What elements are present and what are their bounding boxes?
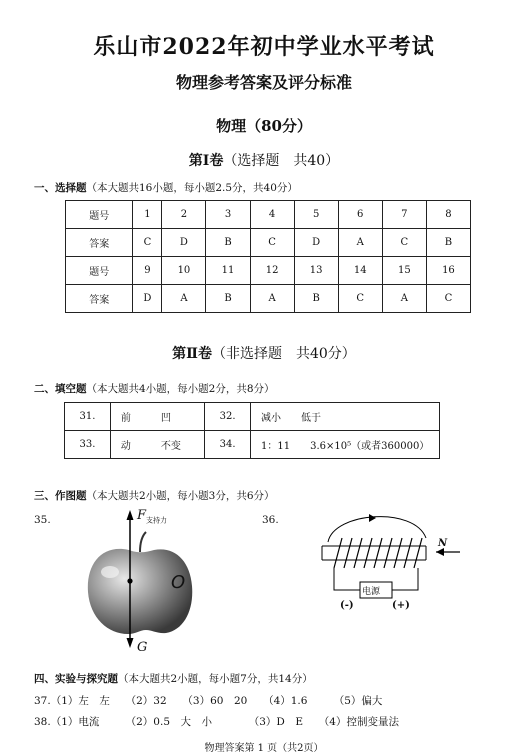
table-cell: 答案 xyxy=(66,285,133,313)
table-cell: 答案 xyxy=(66,229,133,257)
table-cell: 动 不变 xyxy=(110,431,204,459)
gravity-label: G xyxy=(137,640,148,655)
coil-turns xyxy=(334,538,422,568)
table-row xyxy=(66,257,471,285)
table-cell: 4 xyxy=(250,201,294,229)
negative-terminal-label: (-) xyxy=(340,600,354,611)
positive-terminal-label: (+) xyxy=(392,600,410,611)
table-cell: 10 xyxy=(162,257,206,285)
section-1-heading xyxy=(34,180,298,195)
question-35-label: 35. xyxy=(34,514,51,526)
choice-answer-table xyxy=(65,200,471,313)
apple-stem xyxy=(140,532,146,552)
table-cell: 11 xyxy=(206,257,250,285)
table-cell: C xyxy=(133,229,162,257)
table-cell: B xyxy=(206,229,250,257)
section-1-note: （本大题共16小题，每小题2.5分，共40分） xyxy=(86,182,298,194)
question-38-answer: 38.（1）电流 （2）0.5 大 小 （3）D E （4）控制变量法 xyxy=(34,716,399,728)
center-point xyxy=(127,578,132,583)
table-row xyxy=(66,229,471,257)
exam-title: 乐山市2022年初中学业水平考试 xyxy=(93,34,435,60)
section-1-title: 一、选择题 xyxy=(34,182,87,194)
table-cell: 1：11 3.6×10⁵（或者360000） xyxy=(251,431,440,459)
section-2-title: 二、填空题 xyxy=(34,383,87,395)
table-cell: 5 xyxy=(294,201,338,229)
table-cell: 13 xyxy=(294,257,338,285)
table-cell: 6 xyxy=(338,201,382,229)
power-source-label: 电源 xyxy=(362,587,381,597)
lead-wire-left xyxy=(334,568,360,590)
section-4-title: 四、实验与探究题 xyxy=(34,673,118,685)
volume-1-note: （选择题 共40） xyxy=(223,153,340,169)
apple-highlight xyxy=(101,566,119,578)
north-pole-label: N xyxy=(438,538,448,549)
table-row xyxy=(66,201,471,229)
table-cell: B xyxy=(426,229,470,257)
section-2-heading xyxy=(34,381,275,396)
lead-wire-right xyxy=(392,568,418,590)
volume-2-note: （非选择题 共40分） xyxy=(211,346,356,362)
table-cell: C xyxy=(382,229,426,257)
question-37-answer: 37.（1）左 左 （2）32 （3）60 20 （4）1.6 （5）偏大 xyxy=(34,695,383,707)
table-row xyxy=(65,431,440,459)
table-cell: 减小 低于 xyxy=(251,403,440,431)
table-cell: 前 凹 xyxy=(110,403,204,431)
table-cell: 14 xyxy=(338,257,382,285)
table-cell: 34. xyxy=(205,431,251,459)
volume-1-label: 第Ⅰ卷 xyxy=(188,153,224,169)
table-cell: 15 xyxy=(382,257,426,285)
table-row xyxy=(65,403,440,431)
subject-heading: 物理（80分） xyxy=(216,117,312,135)
table-cell: 16 xyxy=(426,257,470,285)
table-cell: 33. xyxy=(65,431,111,459)
fill-answer-table xyxy=(64,402,440,459)
table-cell: C xyxy=(338,285,382,313)
table-cell: D xyxy=(133,285,162,313)
field-line-top xyxy=(328,517,426,542)
apple-force-diagram xyxy=(80,506,210,660)
table-cell: 1 xyxy=(133,201,162,229)
table-cell: 12 xyxy=(250,257,294,285)
question-36-label: 36. xyxy=(262,514,279,526)
table-cell: B xyxy=(206,285,250,313)
support-force-arrowhead xyxy=(127,510,134,520)
section-4-heading xyxy=(34,671,313,686)
section-3-note: （本大题共2小题，每小题3分，共6分） xyxy=(86,490,275,502)
page-footer: 物理答案第 1 页（共2页） xyxy=(204,743,324,754)
section-4-note: （本大题共2小题，每小题7分，共14分） xyxy=(118,673,313,685)
support-force-label: $F_{支持力}$ xyxy=(137,508,168,525)
table-cell: 题号 xyxy=(66,201,133,229)
table-cell: 2 xyxy=(162,201,206,229)
exam-subtitle: 物理参考答案及评分标准 xyxy=(175,73,352,92)
volume-1-heading xyxy=(0,150,528,170)
section-3-title: 三、作图题 xyxy=(34,490,87,502)
volume-2-heading xyxy=(0,343,528,363)
table-cell: 8 xyxy=(426,201,470,229)
volume-2-label: 第Ⅱ卷 xyxy=(172,346,212,362)
table-cell: 3 xyxy=(206,201,250,229)
table-cell: D xyxy=(162,229,206,257)
table-cell: D xyxy=(294,229,338,257)
field-line-arrowhead xyxy=(369,514,376,522)
table-cell: C xyxy=(426,285,470,313)
table-cell: A xyxy=(382,285,426,313)
table-cell: 题号 xyxy=(66,257,133,285)
center-point-label: O xyxy=(171,572,186,593)
table-cell: 7 xyxy=(382,201,426,229)
table-cell: C xyxy=(250,229,294,257)
table-cell: 31. xyxy=(65,403,111,431)
table-cell: A xyxy=(162,285,206,313)
table-cell: 32. xyxy=(205,403,251,431)
table-cell: 9 xyxy=(133,257,162,285)
table-cell: A xyxy=(250,285,294,313)
section-2-note: （本大题共4小题，每小题2分，共8分） xyxy=(86,383,275,395)
table-row xyxy=(66,285,471,313)
gravity-arrowhead xyxy=(127,638,134,648)
solenoid-circuit-diagram xyxy=(314,508,464,614)
table-cell: B xyxy=(294,285,338,313)
table-cell: A xyxy=(338,229,382,257)
section-3-heading xyxy=(34,488,275,503)
